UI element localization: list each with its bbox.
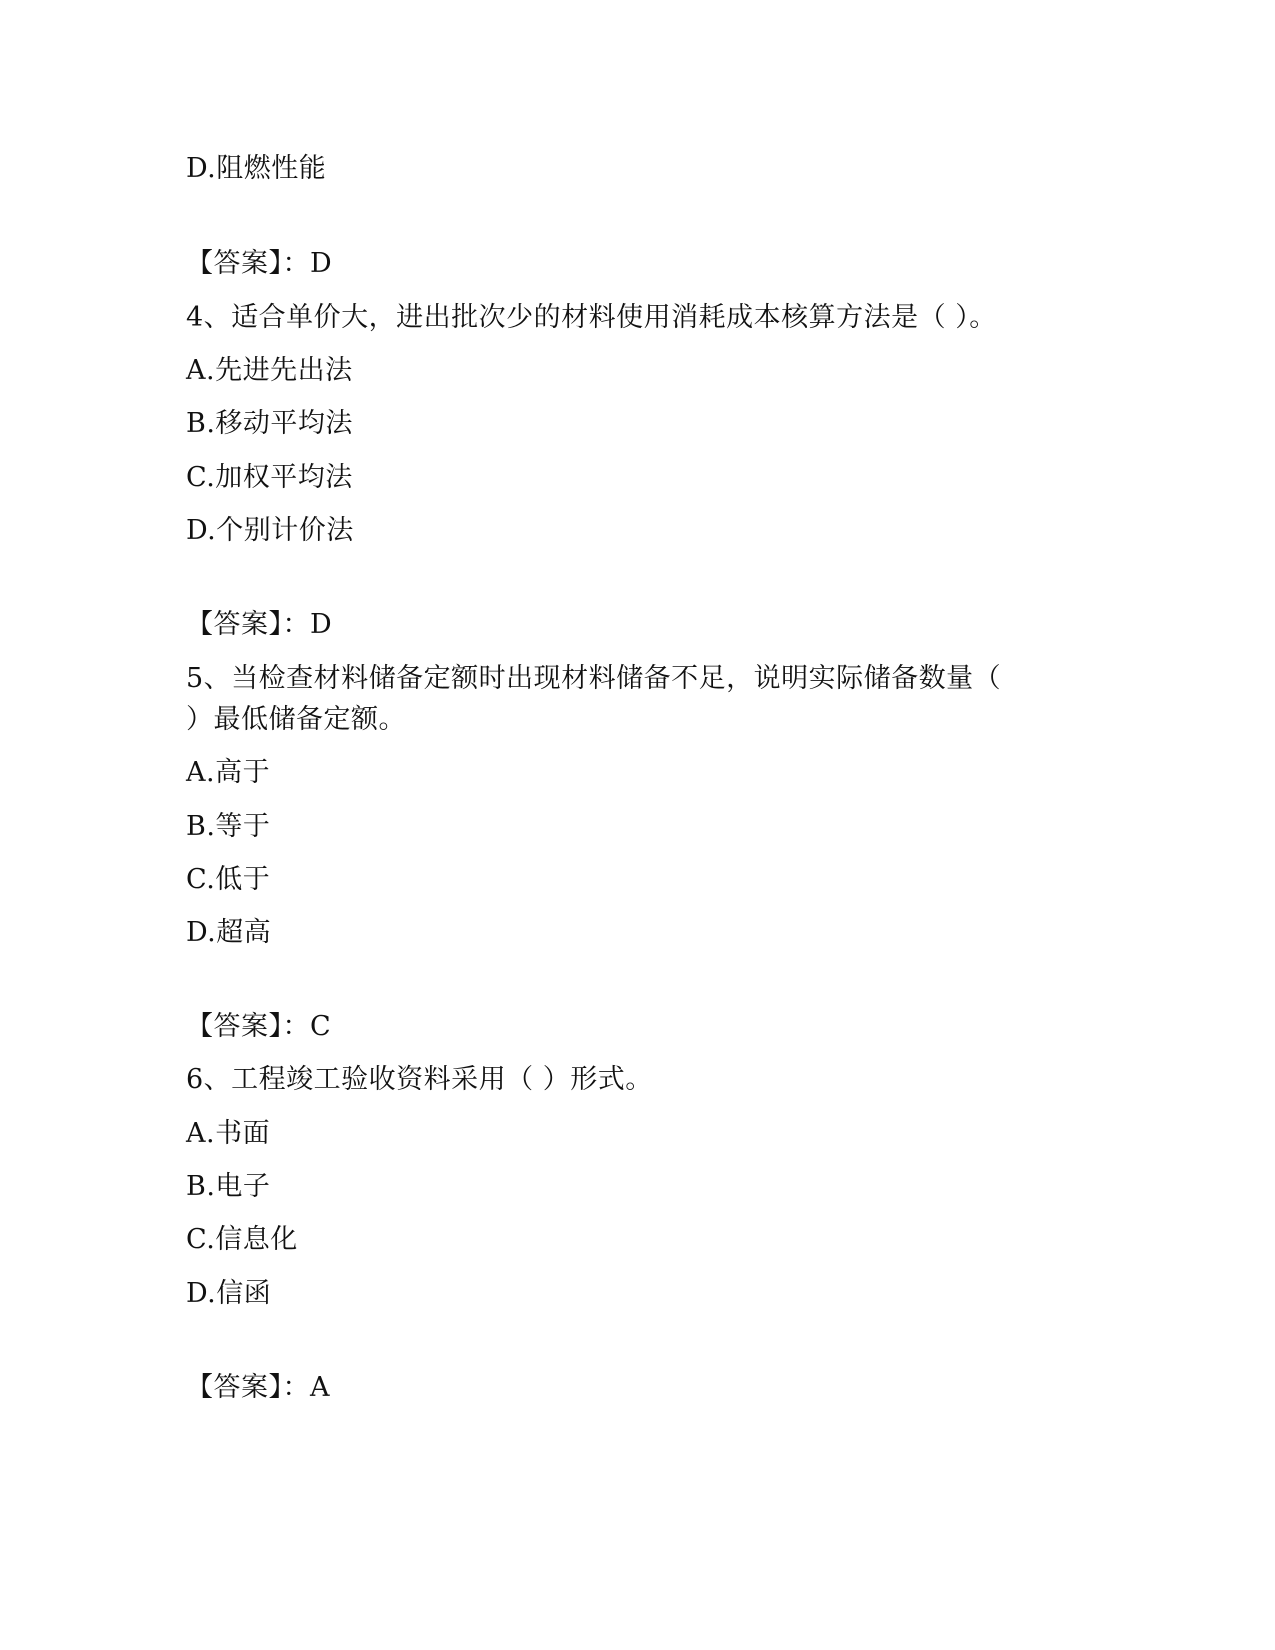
question-6-option-a: A.书面 [186, 1118, 271, 1149]
question-4-stem: 4、适合单价大，进出批次少的材料使用消耗成本核算方法是（ ）。 [186, 302, 997, 333]
question-5-stem-line-2: ）最低储备定额。 [186, 704, 406, 735]
prev-question-option-d: D.阻燃性能 [186, 153, 327, 184]
question-4-option-d: D.个别计价法 [186, 515, 354, 546]
question-6-stem: 6、工程竣工验收资料采用（ ）形式。 [186, 1064, 653, 1095]
question-4-option-b: B.移动平均法 [186, 408, 353, 439]
question-6-option-b: B.电子 [186, 1171, 271, 1202]
question-5-answer: 【答案】：C [186, 1011, 332, 1042]
question-6-answer: 【答案】：A [186, 1372, 330, 1403]
question-5-option-d: D.超高 [186, 917, 272, 948]
question-4-option-c: C.加权平均法 [186, 462, 353, 493]
question-5-stem-line-1: 5、当检查材料储备定额时出现材料储备不足，说明实际储备数量（ [186, 663, 1002, 694]
question-5-option-c: C.低于 [186, 864, 271, 895]
question-6-option-c: C.信息化 [186, 1224, 298, 1255]
question-4-answer: 【答案】：D [186, 609, 333, 640]
question-5-option-b: B.等于 [186, 811, 271, 842]
prev-question-answer: 【答案】：D [186, 248, 333, 279]
question-5-option-a: A.高于 [186, 757, 271, 788]
question-6-option-d: D.信函 [186, 1278, 272, 1309]
question-4-option-a: A.先进先出法 [186, 355, 353, 386]
